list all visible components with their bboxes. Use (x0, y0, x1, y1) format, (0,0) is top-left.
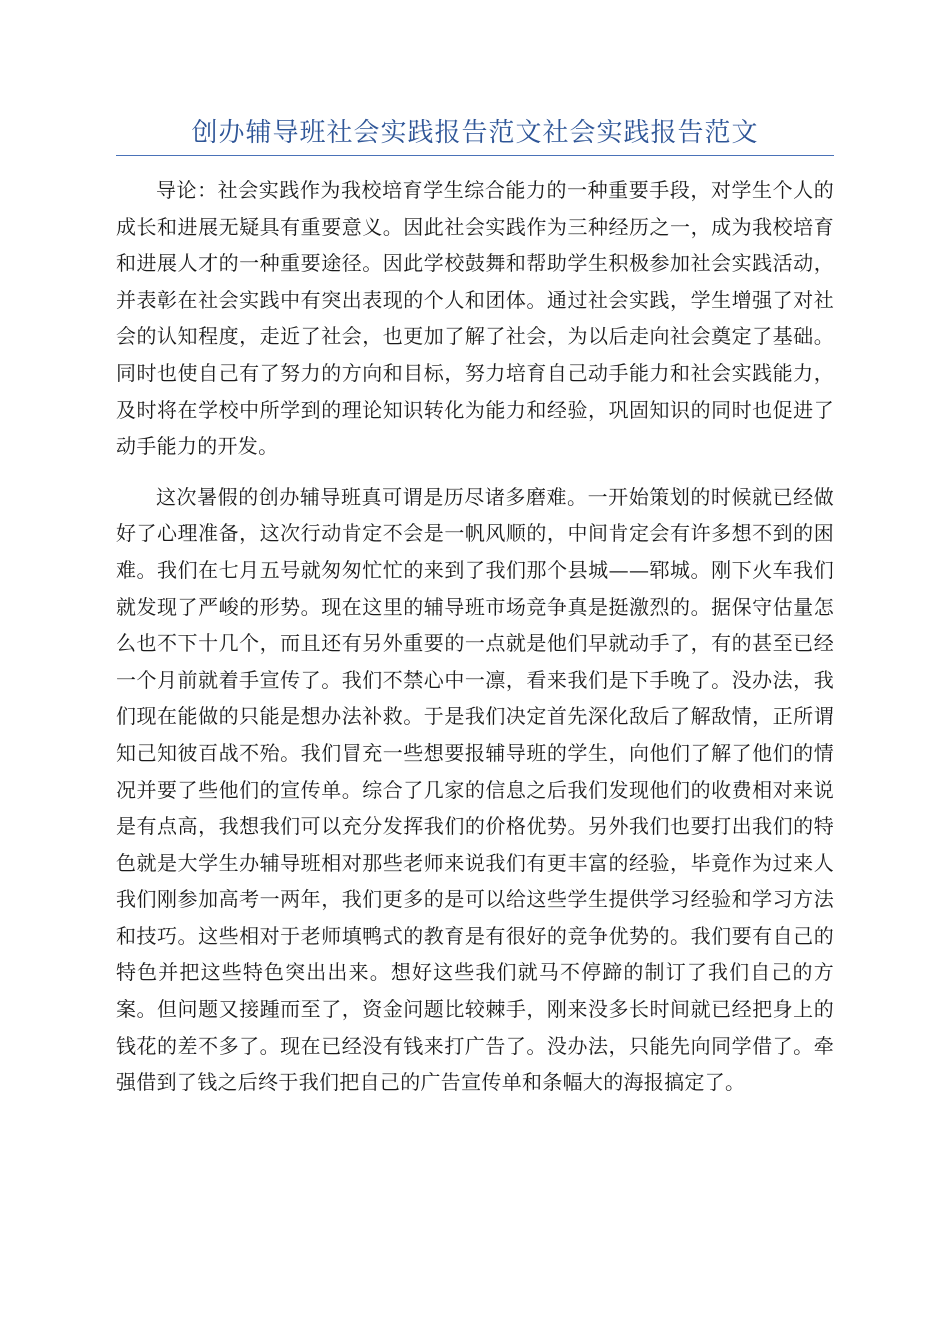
paragraph-experience: 这次暑假的创办辅导班真可谓是历尽诸多磨难。一开始策划的时候就已经做好了心理准备，这次行动肯定不会是一帆风顺的，中间肯定会有许多想不到的困难。我们在七月五号就匆匆忙忙的来到了我们那个县城——郓城。刚下火车我们就发现了严峻的形势。现在这里的辅导班市场竞争真是挺激烈的。据保守估量怎么也不下十几个，而且还有另外重要的一点就是他们早就动手了，有的甚至已经一个月前就着手宣传了。我们不禁心中一凛，看来我们是下手晚了。没办法，我们现在能做的只能是想办法补救。于是我们决定首先深化敌后了解敌情，正所谓知己知彼百战不殆。我们冒充一些想要报辅导班的学生，向他们了解了他们的情况并要了些他们的宣传单。综合了几家的信息之后我们发现他们的收费相对来说是有点高，我想我们可以充分发挥我们的价格优势。另外我们也要打出我们的特色就是大学生办辅导班相对那些老师来说我们有更丰富的经验，毕竟作为过来人我们刚参加高考一两年，我们更多的是可以给这些学生提供学习经验和学习方法和技巧。这些相对于老师填鸭式的教育是有很好的竞争优势的。我们要有自己的特色并把这些特色突出出来。想好这些我们就马不停蹄的制订了我们自己的方案。但问题又接踵而至了，资金问题比较棘手，刚来没多长时间就已经把身上的钱花的差不多了。现在已经没有钱来打广告了。没办法，只能先向同学借了。牵强借到了钱之后终于我们把自己的广告宣传单和条幅大的海报搞定了。 (116, 484, 834, 1095)
document-body (116, 172, 834, 1115)
document-title: 创办辅导班社会实践报告范文社会实践报告范文 (191, 118, 759, 148)
title-underline (116, 155, 834, 156)
paragraph-intro: 导论：社会实践作为我校培育学生综合能力的一种重要手段，对学生个人的成长和进展无疑具有重要意义。因此社会实践作为三种经历之一，成为我校培育和进展人才的一种重要途径。因此学校鼓舞和帮助学生积极参加社会实践活动，并表彰在社会实践中有突出表现的个人和团体。通过社会实践，学生增强了对社会的认知程度，走近了社会，也更加了解了社会，为以后走向社会奠定了基础。同时也使自己有了努力的方向和目标，努力培育自己动手能力和社会实践能力，及时将在学校中所学到的理论知识转化为能力和经验，巩固知识的同时也促进了动手能力的开发。 (116, 178, 834, 459)
